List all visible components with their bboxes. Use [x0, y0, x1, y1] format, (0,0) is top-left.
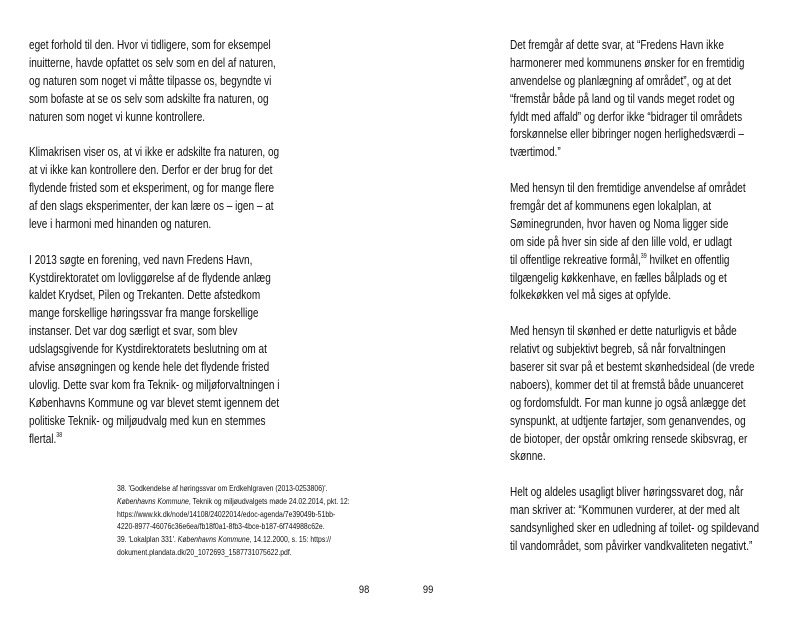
text-segment: 4220-8977-46076c36e6ea/fb18f0a1-8fb3-4bce-b187-6f744988c62e.: [117, 521, 325, 532]
text-segment: man skriver at: “Kommunen vurderer, at der med alt: [510, 502, 740, 518]
text-segment: politiske Teknik- og miljøudvalg med kun en stemmes: [29, 412, 266, 428]
paragraph: [29, 143, 359, 232]
paragraph: [510, 179, 794, 304]
text-segment: naturen som noget vi kunne kontrollere.: [29, 108, 206, 124]
text-line: [510, 501, 759, 519]
text-segment: Det fremgår af dette svar, at “Fredens Havn ikke: [510, 37, 724, 52]
text-line: [510, 233, 759, 251]
text-line: [510, 54, 759, 72]
text-line: [29, 322, 279, 340]
paragraph: [29, 36, 359, 125]
text-segment: Københavns Kommune: [177, 534, 250, 545]
text-segment: og naturen som noget vi måtte tilpasse os, begyndte vi: [29, 72, 272, 88]
text-segment: naboers), kommer det til at fremstå både unuanceret: [510, 376, 744, 392]
text-line: [510, 358, 759, 376]
text-line: [510, 143, 759, 161]
text-line: [510, 286, 759, 304]
footnote-line: [117, 546, 350, 559]
text-segment: som bofaste at se os selv som adskilte fra naturen, og: [29, 90, 269, 106]
text-line: [510, 447, 759, 465]
text-segment: udslagsgivende for Kystdirektoratets beslutning om at: [29, 341, 267, 357]
text-line: [29, 143, 279, 161]
text-line: [29, 215, 279, 233]
text-line: [29, 108, 279, 126]
text-line: [29, 340, 279, 358]
text-segment: Kystdirektoratet om lovliggørelse af de flydende anlæg: [29, 269, 271, 285]
text-segment: og fordomsfuldt. For man kunne jo også anlægge det: [510, 394, 746, 410]
text-segment: anvendelse og planlægning af området”, og at det: [510, 72, 732, 88]
text-line: [510, 36, 759, 54]
text-line: [29, 269, 279, 287]
page-number: 98: [358, 584, 370, 596]
text-segment: hvilket en offentlig: [646, 251, 730, 267]
text-segment: til offentlige rekreative formål,: [510, 251, 641, 267]
paragraph: [510, 36, 794, 161]
text-segment: inuitterne, havde opfattet os selv som en del af naturen,: [29, 54, 276, 70]
text-segment: at vi ikke kan kontrollere den. Derfor er der brug for det: [29, 162, 273, 178]
paragraph: [510, 322, 794, 465]
text-line: [510, 519, 759, 537]
text-segment: , 14.12.2000, s. 15: https://: [249, 534, 331, 545]
footnote-line: [117, 533, 350, 546]
right-page: [397, 0, 794, 624]
footnote-line: [117, 495, 350, 508]
text-segment: flydende fristed som et eksperiment, og for mange flere: [29, 180, 275, 196]
text-line: [510, 197, 759, 215]
text-segment: sandsynlighed sker en udledning af toilet- og spildevand: [510, 520, 760, 536]
text-segment: Københavns Kommune og var blevet stemt igennem det: [29, 394, 280, 410]
text-line: [510, 72, 759, 90]
page-number: 99: [422, 584, 434, 596]
text-line: [29, 251, 279, 269]
text-segment: til vandområdet, som påvirker vandkvaliteten negativt.”: [510, 537, 753, 553]
text-line: [29, 90, 279, 108]
text-line: [510, 430, 759, 448]
text-line: [510, 125, 759, 143]
text-line: [29, 394, 279, 412]
text-line: [29, 412, 279, 430]
text-line: [510, 394, 759, 412]
text-line: [29, 358, 279, 376]
text-segment: Med hensyn til skønhed er dette naturligvis et både: [510, 323, 737, 339]
body-text: [29, 36, 359, 465]
paragraph: [29, 251, 359, 448]
text-line: [510, 483, 759, 501]
text-line: [510, 251, 759, 269]
text-segment: Klimakrisen viser os, at vi ikke er adskilte fra naturen, og: [29, 144, 280, 160]
text-segment: I 2013 søgte en forening, ved navn Fredens Havn,: [29, 251, 253, 267]
footnote-reference: 38: [56, 431, 63, 439]
text-line: [510, 179, 759, 197]
text-segment: https://www.kk.dk/node/14108/24022014/edoc-agenda/7e39049b-51bb-: [117, 508, 336, 519]
footnotes: [117, 482, 408, 559]
text-line: [510, 108, 759, 126]
text-segment: om side på hver sin side af den lille vold, er udlagt: [510, 233, 732, 249]
text-segment: folkekøkken vel må siges at opfylde.: [510, 287, 672, 303]
text-line: [510, 412, 759, 430]
body-text: [510, 36, 794, 573]
text-segment: af den slags eksperimenter, der kan lære os – igen – at: [29, 198, 274, 214]
text-segment: mange forskellige høringssvar fra mange forskellige: [29, 305, 259, 321]
text-line: [510, 376, 759, 394]
text-segment: , Teknik og miljøudvalgets møde 24.02.2014, pkt. 12:: [188, 495, 350, 506]
text-segment: skønne.: [510, 448, 546, 464]
text-segment: afvise ansøgningen og kende hele det flydende fristed: [29, 359, 270, 375]
text-line: [510, 215, 759, 233]
text-segment: forskønnelse eller bibringer nogen herlighedsværdi –: [510, 126, 744, 142]
footnote-reference: 39: [640, 252, 647, 260]
text-segment: eget forhold til den. Hvor vi tidligere, som for eksempel: [29, 37, 271, 52]
text-line: [29, 36, 279, 54]
text-line: [29, 286, 279, 304]
text-line: [29, 72, 279, 90]
text-segment: dokument.plandata.dk/20_1072693_1587731075622.pdf.: [117, 546, 292, 557]
text-segment: 38. 'Godkendelse af høringssvar om Erdkehlgraven (2013-0253806)'.: [117, 483, 328, 493]
text-line: [510, 90, 759, 108]
footnote-line: [117, 520, 350, 533]
text-line: [510, 269, 759, 287]
text-segment: 39. 'Lokalplan 331'.: [117, 534, 178, 545]
text-segment: fremgår det af kommunens egen lokalplan, at: [510, 198, 712, 214]
text-segment: Med hensyn til den fremtidige anvendelse af området: [510, 180, 746, 196]
text-segment: leve i harmoni med hinanden og naturen.: [29, 215, 212, 231]
paragraph: [510, 483, 794, 555]
text-segment: ulovlig. Dette svar kom fra Teknik- og miljøforvaltningen i: [29, 376, 280, 392]
text-segment: kaldet Krydset, Pilen og Trekanten. Dette afstedkom: [29, 287, 261, 303]
text-segment: Københavns Kommune: [117, 495, 189, 506]
text-line: [29, 376, 279, 394]
text-segment: de biotoper, der opstår omkring rensede skibsvrag, er: [510, 430, 748, 446]
text-segment: relativt og subjektivt begreb, så når forvaltningen: [510, 341, 726, 357]
text-line: [29, 161, 279, 179]
text-line: [510, 340, 759, 358]
footnote-line: [117, 508, 350, 521]
text-line: [29, 197, 279, 215]
footnote-line: [117, 482, 350, 495]
text-line: [29, 430, 279, 448]
text-segment: synspunkt, at udtjente fartøjer, som genanvendes, og: [510, 412, 746, 428]
text-segment: baserer sit svar på et bestemt skønhedsideal (de vrede: [510, 359, 755, 375]
text-segment: Helt og aldeles usagligt bliver høringssvaret dog, når: [510, 484, 744, 500]
text-segment: Søminegrunden, hvor haven og Noma ligger side: [510, 215, 729, 231]
text-segment: harmonerer med kommunens ønsker for en fremtidig: [510, 54, 745, 70]
text-segment: fyldt med affald” og derfor ikke “bidrager til områdets: [510, 108, 743, 124]
text-line: [29, 179, 279, 197]
text-segment: flertal.: [29, 430, 57, 446]
text-segment: tilgængelig køkkenhave, en fælles bålplads og et: [510, 269, 727, 285]
text-segment: instanser. Det var dog særligt et svar, som blev: [29, 323, 238, 339]
text-line: [29, 304, 279, 322]
text-line: [29, 54, 279, 72]
text-line: [510, 537, 759, 555]
text-segment: “fremstår både på land og til vands meget rodet og: [510, 90, 735, 106]
text-segment: tværtimod.”: [510, 144, 561, 160]
text-line: [510, 322, 759, 340]
